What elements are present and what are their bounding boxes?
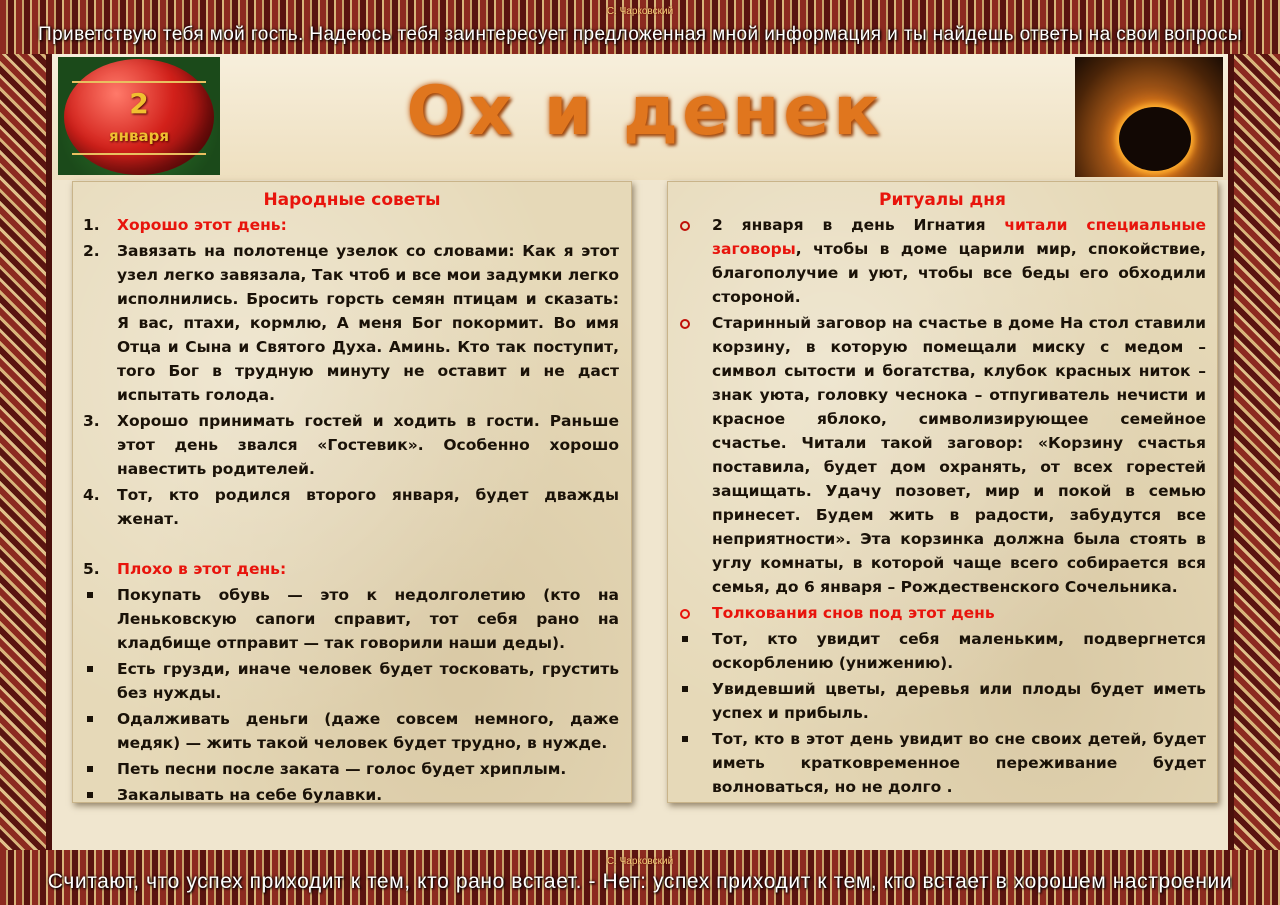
item-number: 2. [83,242,100,260]
list-item-text: Тот, кто в этот день увидит во сне своих детей, будет иметь кратковременное переживание будет волноваться, но не долго . [712,730,1206,796]
list-item-text: Хорошо принимать гостей и ходить в гости. Раньше этот день звался «Гостевик». Особенно хорошо навестить родителей. [117,412,619,478]
list-item [83,783,619,807]
day-rituals-panel [667,181,1218,803]
date-day: 2 [129,87,149,120]
list-item-text: Закалывать на себе булавки. [117,786,383,804]
day-rituals-heading: Ритуалы дня [879,190,1006,210]
ritual-text [712,213,1206,309]
greeting-banner: Приветствую тебя мой гость. Надеюсь тебя заинтересует предложенная мной информация и ты найдешь ответы на свои вопросы [38,24,1242,45]
date-month: января [109,127,169,145]
folk-advice-panel [72,181,632,803]
folk-advice-heading: Народные советы [263,190,441,210]
ritual-text-part: 2 января в день Игнатия [712,216,1005,234]
list-item [83,557,619,581]
list-item-text: Увидевший цветы, деревья или плоды будет иметь успех и прибыль. [712,680,1206,722]
list-item [83,707,619,755]
eclipse-disc-icon [1119,107,1191,171]
item-number: 4. [83,486,100,504]
item-number: 3. [83,412,100,430]
ritual-text: Старинный заговор на счастье в доме На стол ставили корзину, в которую помещали миску с медом – символ сытости и богатства, клубок красных ниток – знак уюта, головку чеснока – отпугиватель нечисти и красное яблоко, символизирующее семейное счастье. Читали такой заговор: «Корзину счастья поставила, будет дом охранять, от всех горестей защищать. Удачу позовет, мир и покой в семью принесет. Будем жить в радости, забудутся все неприятности». Эта корзинка должна была стоять в углу комнаты, в которой чаще всего собирается вся семья, до 6 января – Рождественского Сочельника. [712,314,1206,596]
list-item [83,757,619,781]
list-item-text: Покупать обувь — это к недолголетию (кто на Леньковскую сапоги справит, тот себя рано на кладбище отправит — так говорили наши деды). [117,586,619,652]
dreams-heading: Толкования снов под этот день [712,604,995,622]
list-item [83,409,619,481]
list-item-text: Завязать на полотенце узелок со словами: Как я этот узел легко завязала, Так чтоб и все мои задумки легко исполнились. Бросить горсть семян птицам и сказать: Я вас, птахи, кормлю, А меня Бог покормит. Во имя Отца и Сына и Святого Духа. Аминь. Кто так поступит, того Бог в трудную минуту не оставит и не даст испытать голода. [117,242,619,404]
list-item-text: Одалживать деньги (даже совсем немного, даже медяк) — жить такой человек будет трудно, в нужде. [117,710,619,752]
list-item [83,657,619,705]
list-item [83,213,619,237]
list-item [83,239,619,407]
author-credit-bottom: С. Чарковский [606,856,674,867]
ritual-text-part: , чтобы в доме царили мир, спокойствие, благополучие и уют, чтобы все беды его обходили стороной. [712,240,1206,306]
list-item [83,583,619,655]
bad-day-label: Плохо в этот день: [117,560,287,578]
saying-banner: Считают, что успех приходит к тем, кто рано встает. - Нет: успех приходит к тем, кто встает в хорошем настроении [47,870,1233,893]
list-item-text: Есть грузди, иначе человек будет тосковать, грустить без нужды. [117,660,619,702]
ornamental-border-left [0,54,52,850]
list-item [678,727,1206,799]
list-item [678,311,1206,599]
day-rituals-body [678,213,1206,801]
eclipse-image [1075,57,1223,177]
list-item [83,483,619,531]
list-item [678,677,1206,725]
list-item [678,627,1206,675]
list-item-text: Тот, кто родился второго января, будет дважды женат. [117,486,619,528]
item-number: 1. [83,216,100,234]
page-title: Ох и денек [406,72,884,151]
list-item [678,213,1206,309]
spacer [83,533,619,557]
list-item [678,601,1206,625]
list-item-text: Петь песни после заката — голос будет хриплым. [117,760,567,778]
ornamental-border-right [1228,54,1280,850]
item-number: 5. [83,560,100,578]
ritual-highlight: читали специальные заговоры [712,216,1206,258]
list-item-text: Тот, кто увидит себя маленьким, подвергнется оскорблению (унижению). [712,630,1206,672]
folk-advice-body [83,213,619,809]
author-credit-top: С. Чарковский [606,6,674,17]
good-day-label: Хорошо этот день: [117,216,287,234]
christmas-ornament-image [58,57,220,175]
